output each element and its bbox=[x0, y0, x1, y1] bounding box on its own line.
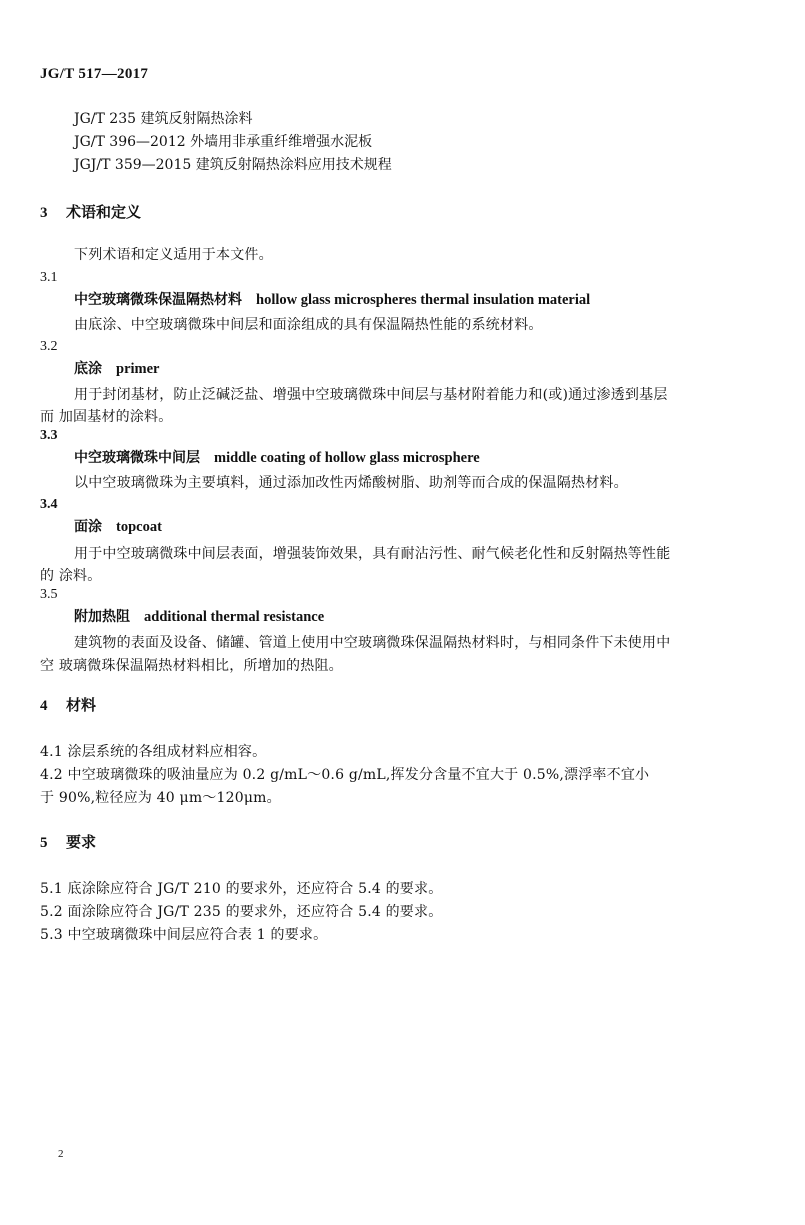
term-zh: 面涂 bbox=[74, 519, 102, 535]
clause-text: 4.1 涂层系统的各组成材料应相容。 bbox=[40, 744, 267, 760]
term-en: additional thermal resistance bbox=[144, 609, 325, 625]
term-number: 3.3 bbox=[40, 428, 58, 443]
term-en: topcoat bbox=[116, 519, 162, 535]
term-definition: 用于中空玻璃微珠中间层表面，增强装饰效果，具有耐沾污性、耐气候老化性和反射隔热等性能 bbox=[74, 546, 671, 562]
term-en: middle coating of hollow glass microsphere bbox=[214, 450, 480, 466]
standard-code-header: JG/T 517—2017 bbox=[40, 66, 149, 82]
section-title: 要求 bbox=[66, 833, 97, 851]
section-number: 3 bbox=[40, 205, 48, 221]
term-number: 3.1 bbox=[40, 270, 58, 285]
section-number: 4 bbox=[40, 698, 48, 714]
term-definition-cont: 而 加固基材的涂料。 bbox=[40, 409, 173, 425]
clause-text: 5.3 中空玻璃微珠中间层应符合表 1 的要求。 bbox=[40, 927, 328, 943]
reference-item: JG/T 396—2012 外墙用非承重纤维增强水泥板 bbox=[74, 134, 373, 150]
clause-text: 5.2 面涂除应符合 JG/T 235 的要求外，还应符合 5.4 的要求。 bbox=[40, 904, 443, 920]
term-definition-cont: 空 玻璃微珠保温隔热材料相比，所增加的热阻。 bbox=[40, 658, 343, 674]
term-definition: 由底涂、中空玻璃微珠中间层和面涂组成的具有保温隔热性能的系统材料。 bbox=[74, 317, 543, 333]
page-number: 2 bbox=[58, 1148, 64, 1160]
term-zh: 中空玻璃微珠中间层 bbox=[74, 450, 200, 466]
term-definition: 建筑物的表面及设备、储罐、管道上使用中空玻璃微珠保温隔热材料时，与相同条件下未使用中 bbox=[74, 635, 671, 651]
section-title: 材料 bbox=[66, 696, 97, 714]
term-number: 3.5 bbox=[40, 587, 58, 602]
section-heading bbox=[40, 694, 96, 715]
term-definition: 用于封闭基材，防止泛碱泛盐、增强中空玻璃微珠中间层与基材附着能力和(或)通过渗透到基层 bbox=[74, 387, 668, 403]
term-title bbox=[74, 447, 480, 469]
clause-text: 5.1 底涂除应符合 JG/T 210 的要求外，还应符合 5.4 的要求。 bbox=[40, 881, 443, 897]
section-intro: 下列术语和定义适用于本文件。 bbox=[74, 247, 273, 263]
term-number: 3.2 bbox=[40, 339, 58, 354]
term-definition: 以中空玻璃微珠为主要填料，通过添加改性丙烯酸树脂、助剂等而合成的保温隔热材料。 bbox=[74, 475, 628, 491]
term-title bbox=[74, 516, 162, 538]
term-zh: 底涂 bbox=[74, 361, 102, 377]
section-heading bbox=[40, 831, 96, 852]
term-title bbox=[74, 606, 324, 628]
term-en: hollow glass microspheres thermal insulation material bbox=[256, 292, 591, 308]
term-zh: 附加热阻 bbox=[74, 609, 130, 625]
section-title: 术语和定义 bbox=[66, 203, 142, 221]
term-number: 3.4 bbox=[40, 497, 58, 512]
term-zh: 中空玻璃微珠保温隔热材料 bbox=[74, 292, 242, 308]
clause-text-cont: 于 90%,粒径应为 40 μm～120μm。 bbox=[40, 790, 281, 806]
reference-item: JGJ/T 359—2015 建筑反射隔热涂料应用技术规程 bbox=[74, 157, 392, 173]
section-heading bbox=[40, 201, 141, 222]
term-en: primer bbox=[116, 361, 160, 377]
term-title bbox=[74, 358, 159, 380]
term-definition-cont: 的 涂料。 bbox=[40, 568, 102, 584]
section-number: 5 bbox=[40, 835, 48, 851]
term-title bbox=[74, 289, 590, 311]
clause-text: 4.2 中空玻璃微珠的吸油量应为 0.2 g/mL～0.6 g/mL,挥发分含量不宜大于 0.5%,漂浮率不宜小 bbox=[40, 767, 650, 783]
reference-item: JG/T 235 建筑反射隔热涂料 bbox=[74, 111, 253, 127]
